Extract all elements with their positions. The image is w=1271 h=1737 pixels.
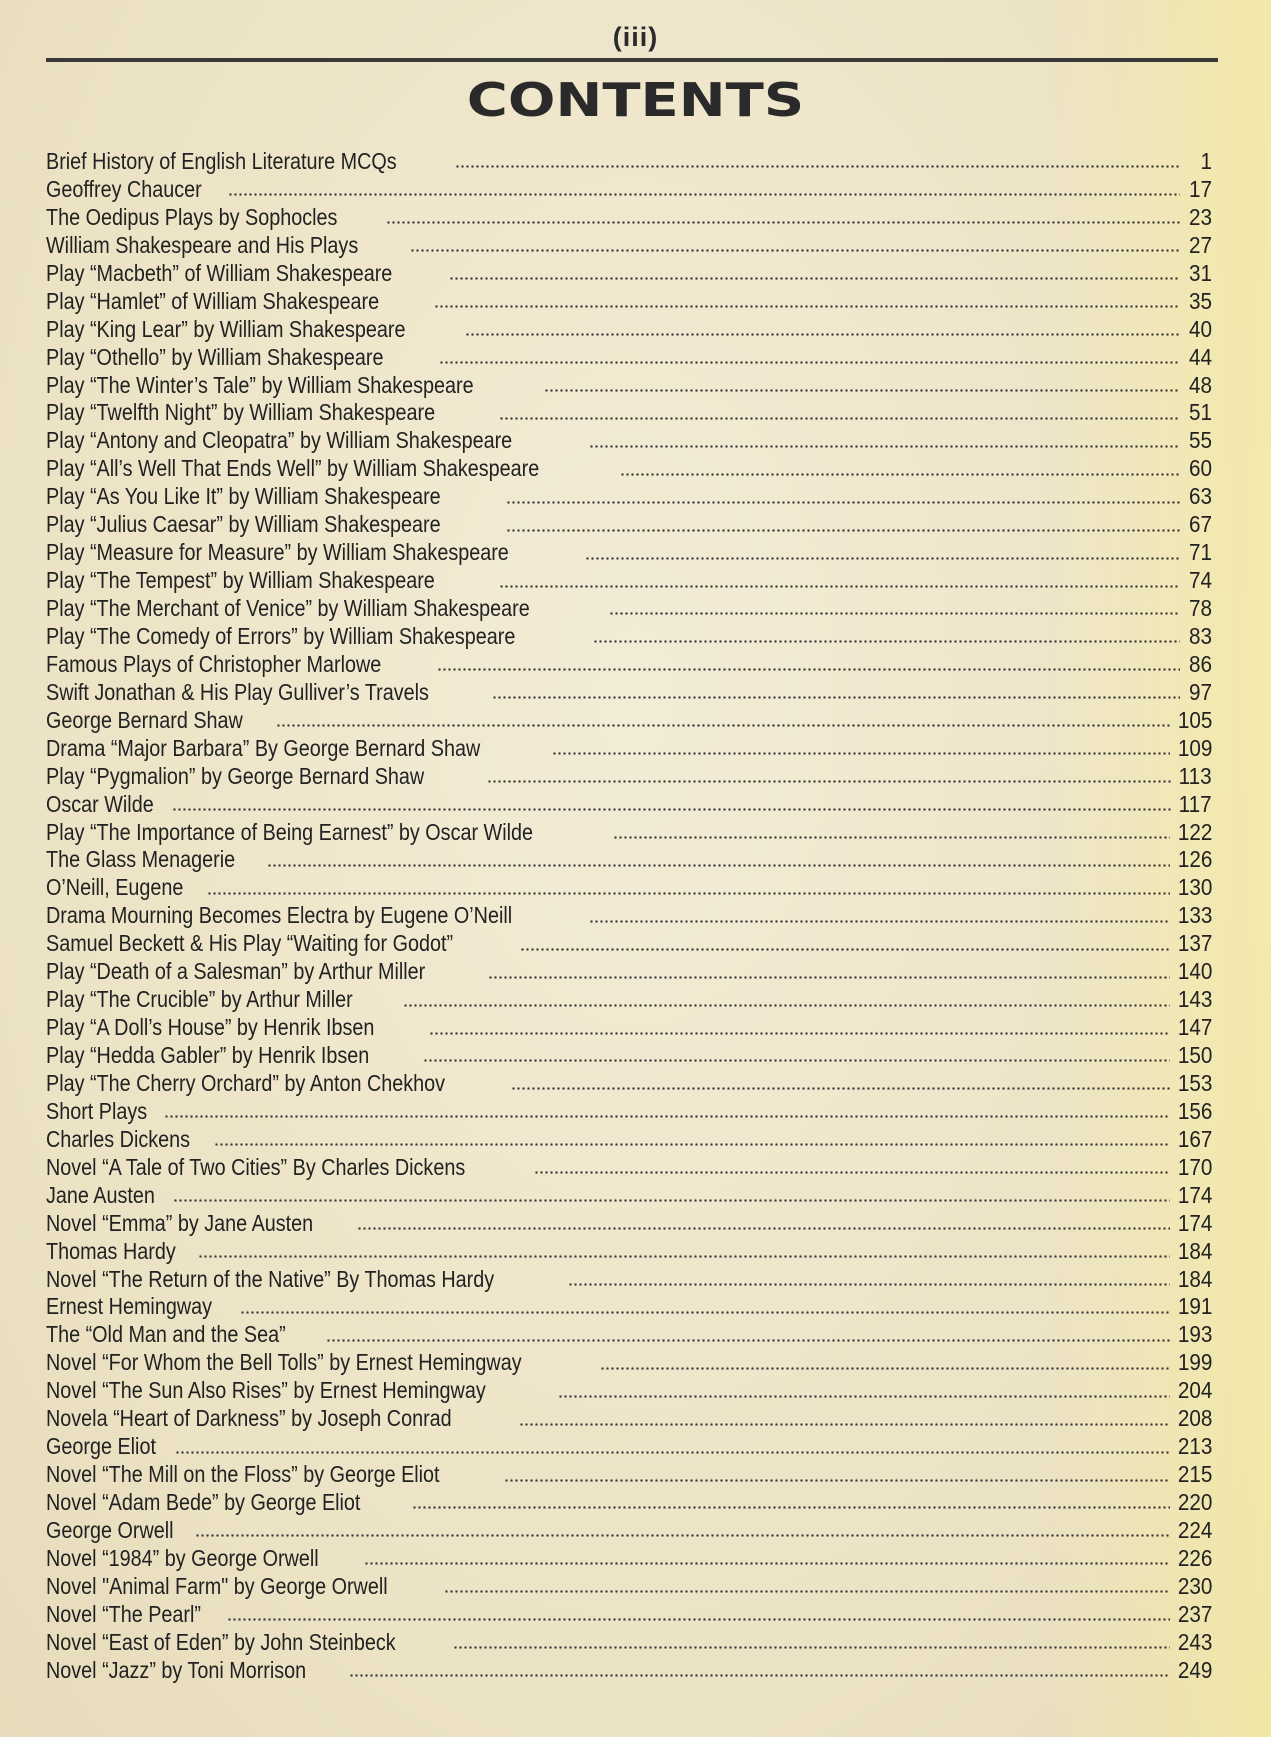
toc-entry-page-number: 249 <box>1177 1656 1212 1683</box>
toc-entry <box>46 316 1212 344</box>
toc-dot-leader <box>175 1449 1170 1455</box>
toc-entry-title: Swift Jonathan & His Play Gulliver’s Travels <box>46 678 429 705</box>
toc-entry-page-number: 213 <box>1177 1433 1212 1460</box>
toc-entry <box>46 1349 1212 1377</box>
toc-entry <box>46 1266 1212 1294</box>
toc-entry-page-number: 150 <box>1177 1042 1212 1068</box>
toc-entry-page-number: 230 <box>1177 1572 1212 1599</box>
toc-entry-page-number: 67 <box>1188 511 1212 538</box>
toc-entry-page-number: 74 <box>1188 567 1212 594</box>
toc-dot-leader <box>403 1002 1169 1008</box>
toc-dot-leader <box>164 1114 1169 1120</box>
toc-entry-page-number: 97 <box>1188 678 1212 705</box>
toc-entry-title: Play “The Merchant of Venice” by William Shakespeare <box>46 595 530 621</box>
toc-entry-page-number: 156 <box>1177 1097 1212 1124</box>
toc-entry-page-number: 109 <box>1177 734 1212 761</box>
toc-entry <box>46 651 1212 679</box>
toc-entry <box>46 623 1212 651</box>
toc-entry-title: Samuel Beckett & His Play “Waiting for Godot” <box>46 930 454 957</box>
toc-dot-leader <box>492 695 1180 701</box>
toc-entry <box>46 986 1212 1014</box>
toc-entry-title: Brief History of English Literature MCQs <box>46 148 397 174</box>
toc-entry-title: Novel “1984” by George Orwell <box>46 1544 319 1571</box>
toc-entry <box>46 511 1212 539</box>
toc-entry-page-number: 199 <box>1177 1349 1212 1376</box>
toc-dot-leader <box>214 1142 1169 1148</box>
toc-entry-page-number: 220 <box>1177 1489 1212 1515</box>
toc-dot-leader <box>552 751 1170 757</box>
toc-dot-leader <box>585 555 1180 561</box>
toc-entry <box>46 1126 1212 1154</box>
toc-entry <box>46 874 1212 902</box>
toc-entry <box>46 1377 1212 1405</box>
toc-entry-page-number: 1 <box>1200 148 1212 174</box>
toc-dot-leader <box>609 611 1180 617</box>
toc-entry <box>46 1293 1212 1321</box>
toc-dot-leader <box>519 1421 1170 1427</box>
toc-entry <box>46 1657 1212 1685</box>
toc-entry-title: Novela “Heart of Darkness” by Joseph Conrad <box>46 1405 452 1432</box>
toc-entry-title: Play “The Importance of Being Earnest” by Oscar Wilde <box>46 818 534 845</box>
toc-entry-page-number: 174 <box>1177 1209 1212 1236</box>
toc-dot-leader <box>423 1058 1170 1064</box>
toc-dot-leader <box>453 1645 1169 1651</box>
toc-entry <box>46 1573 1212 1601</box>
toc-dot-leader <box>386 220 1180 226</box>
toc-entry-title: Novel “Jazz” by Toni Morrison <box>46 1656 307 1683</box>
toc-entry <box>46 232 1212 260</box>
toc-entry-title: Charles Dickens <box>46 1125 191 1152</box>
toc-dot-leader <box>593 639 1180 645</box>
toc-entry-title: The Oedipus Plays by Sophocles <box>46 203 338 230</box>
toc-dot-leader <box>357 1226 1169 1232</box>
toc-dot-leader <box>410 248 1180 254</box>
toc-dot-leader <box>240 1309 1170 1315</box>
toc-entry-page-number: 167 <box>1177 1125 1212 1152</box>
toc-entry-page-number: 133 <box>1177 902 1212 929</box>
toc-entry-page-number: 184 <box>1177 1265 1212 1292</box>
toc-entry <box>46 288 1212 316</box>
toc-dot-leader <box>544 387 1180 393</box>
toc-entry-page-number: 193 <box>1177 1321 1212 1348</box>
toc-entry-page-number: 147 <box>1177 1014 1212 1041</box>
toc-entry-title: The Glass Menagerie <box>46 846 236 873</box>
toc-dot-leader <box>504 1477 1169 1483</box>
toc-dot-leader <box>429 1030 1170 1036</box>
toc-entry-page-number: 122 <box>1177 818 1212 845</box>
toc-entry-title: George Orwell <box>46 1516 174 1543</box>
toc-dot-leader <box>506 527 1180 533</box>
toc-entry <box>46 1321 1212 1349</box>
toc-entry-title: Short Plays <box>46 1097 148 1124</box>
toc-entry-page-number: 105 <box>1177 706 1212 733</box>
toc-entry <box>46 1042 1212 1070</box>
toc-entry-title: Play “The Comedy of Errors” by William Shakespeare <box>46 622 516 649</box>
toc-entry-title: Thomas Hardy <box>46 1237 176 1264</box>
toc-dot-leader <box>511 1086 1170 1092</box>
toc-dot-leader <box>589 443 1180 449</box>
toc-dot-leader <box>276 723 1170 729</box>
toc-entry-title: Play “A Doll’s House” by Henrik Ibsen <box>46 1014 375 1041</box>
toc-entry <box>46 176 1212 204</box>
toc-entry-title: Jane Austen <box>46 1181 155 1208</box>
toc-dot-leader <box>499 583 1180 589</box>
toc-entry-page-number: 17 <box>1188 175 1212 202</box>
toc-dot-leader <box>499 415 1180 421</box>
toc-entry-title: Play “Julius Caesar” by William Shakespeare <box>46 511 441 538</box>
toc-dot-leader <box>534 1170 1169 1176</box>
toc-entry-title: The “Old Man and the Sea” <box>46 1321 286 1348</box>
toc-entry <box>46 455 1212 483</box>
toc-entry <box>46 595 1212 623</box>
toc-entry <box>46 791 1212 819</box>
toc-entry-title: O’Neill, Eugene <box>46 874 184 901</box>
toc-entry-title: Play “Hedda Gabler” by Henrik Ibsen <box>46 1042 370 1068</box>
toc-entry-title: George Eliot <box>46 1433 156 1460</box>
toc-entry <box>46 902 1212 930</box>
toc-dot-leader <box>195 1533 1170 1539</box>
toc-entry-page-number: 113 <box>1178 762 1212 789</box>
toc-entry-title: Novel “Adam Bede” by George Eliot <box>46 1489 361 1515</box>
toc-entry-title: Play “As You Like It” by William Shakespeare <box>46 483 441 510</box>
toc-entry <box>46 763 1212 791</box>
toc-entry-title: Geoffrey Chaucer <box>46 175 202 202</box>
toc-entry-page-number: 31 <box>1188 259 1212 286</box>
toc-entry-page-number: 27 <box>1188 231 1212 258</box>
table-of-contents <box>46 148 1212 1685</box>
toc-entry-page-number: 44 <box>1188 343 1212 370</box>
toc-entry-title: Play “The Winter’s Tale” by William Shakespeare <box>46 371 474 398</box>
toc-entry <box>46 958 1212 986</box>
toc-entry <box>46 1489 1212 1517</box>
toc-entry-page-number: 143 <box>1177 986 1212 1013</box>
toc-dot-leader <box>364 1561 1170 1567</box>
toc-entry <box>46 372 1212 400</box>
toc-entry <box>46 1098 1212 1126</box>
toc-entry <box>46 567 1212 595</box>
toc-entry <box>46 1238 1212 1266</box>
toc-entry-title: Play “Death of a Salesman” by Arthur Miller <box>46 958 426 985</box>
toc-entry-page-number: 153 <box>1177 1069 1212 1096</box>
toc-dot-leader <box>558 1393 1170 1399</box>
toc-entry-title: Play “Pygmalion” by George Bernard Shaw <box>46 762 425 789</box>
toc-entry-title: Play “Twelfth Night” by William Shakespeare <box>46 399 436 426</box>
toc-entry <box>46 846 1212 874</box>
toc-entry-title: Drama “Major Barbara” By George Bernard Shaw <box>46 734 481 761</box>
toc-entry-page-number: 226 <box>1177 1544 1212 1571</box>
toc-entry <box>46 399 1212 427</box>
toc-entry <box>46 204 1212 232</box>
toc-entry-page-number: 55 <box>1188 427 1212 454</box>
toc-entry-page-number: 71 <box>1188 539 1212 566</box>
toc-entry <box>46 1405 1212 1433</box>
toc-entry-title: Novel “The Pearl” <box>46 1600 202 1627</box>
toc-dot-leader <box>444 1589 1170 1595</box>
toc-dot-leader <box>326 1337 1170 1343</box>
toc-entry <box>46 1210 1212 1238</box>
toc-entry-page-number: 208 <box>1177 1405 1212 1432</box>
toc-dot-leader <box>487 779 1172 785</box>
toc-entry-title: Play “King Lear” by William Shakespeare <box>46 315 406 342</box>
toc-entry-title: Play “Antony and Cleopatra” by William Shakespeare <box>46 427 513 454</box>
toc-entry-page-number: 51 <box>1188 399 1212 426</box>
toc-entry-title: Novel “Emma” by Jane Austen <box>46 1209 314 1236</box>
toc-dot-leader <box>437 667 1180 673</box>
toc-entry-title: Novel "Animal Farm" by George Orwell <box>46 1572 388 1599</box>
toc-dot-leader <box>465 332 1180 338</box>
toc-entry-page-number: 215 <box>1177 1461 1212 1488</box>
toc-entry <box>46 679 1212 707</box>
toc-dot-leader <box>227 1617 1170 1623</box>
toc-entry-title: Ernest Hemingway <box>46 1293 213 1320</box>
toc-dot-leader <box>412 1505 1169 1511</box>
toc-dot-leader <box>506 499 1180 505</box>
toc-entry-title: Play “Hamlet” of William Shakespeare <box>46 287 380 314</box>
header-rule <box>46 58 1218 62</box>
toc-dot-leader <box>228 192 1180 198</box>
toc-entry-page-number: 40 <box>1188 315 1212 342</box>
toc-entry-title: Play “The Tempest” by William Shakespeare <box>46 567 435 594</box>
toc-entry <box>46 1545 1212 1573</box>
toc-entry <box>46 707 1212 735</box>
toc-entry <box>46 819 1212 847</box>
toc-entry-page-number: 35 <box>1188 287 1212 314</box>
toc-dot-leader <box>613 834 1170 840</box>
toc-dot-leader <box>267 862 1170 868</box>
toc-dot-leader <box>349 1673 1169 1679</box>
toc-entry-page-number: 191 <box>1177 1293 1212 1320</box>
toc-entry <box>46 344 1212 372</box>
toc-dot-leader <box>589 918 1170 924</box>
toc-entry <box>46 930 1212 958</box>
toc-entry-page-number: 60 <box>1188 455 1212 482</box>
toc-entry-title: Novel “A Tale of Two Cities” By Charles Dickens <box>46 1153 466 1180</box>
toc-entry-page-number: 184 <box>1177 1237 1212 1264</box>
toc-entry-title: Novel “The Mill on the Floss” by George Eliot <box>46 1461 440 1488</box>
toc-dot-leader <box>568 1281 1170 1287</box>
toc-entry-title: Play “Measure for Measure” by William Shakespeare <box>46 539 509 566</box>
toc-entry-page-number: 137 <box>1177 930 1212 957</box>
toc-dot-leader <box>620 471 1180 477</box>
toc-entry-page-number: 23 <box>1188 203 1212 230</box>
toc-entry <box>46 539 1212 567</box>
toc-entry <box>46 1154 1212 1182</box>
toc-entry <box>46 1629 1212 1657</box>
toc-entry <box>46 483 1212 511</box>
toc-entry <box>46 735 1212 763</box>
toc-dot-leader <box>520 946 1169 952</box>
toc-entry-page-number: 237 <box>1177 1600 1212 1627</box>
toc-entry-page-number: 78 <box>1188 595 1212 621</box>
toc-entry <box>46 1433 1212 1461</box>
toc-entry-page-number: 174 <box>1177 1181 1212 1208</box>
toc-entry-page-number: 117 <box>1178 790 1212 817</box>
toc-entry-title: Novel “East of Eden” by John Steinbeck <box>46 1628 396 1655</box>
toc-entry-title: Famous Plays of Christopher Marlowe <box>46 650 382 677</box>
toc-entry <box>46 1014 1212 1042</box>
toc-dot-leader <box>455 164 1180 170</box>
toc-entry-page-number: 170 <box>1177 1153 1212 1180</box>
toc-entry <box>46 1070 1212 1098</box>
toc-entry-title: Play “The Cherry Orchard” by Anton Chekhov <box>46 1069 446 1096</box>
toc-entry-page-number: 243 <box>1177 1628 1212 1655</box>
toc-dot-leader <box>434 304 1180 310</box>
page-number: (iii) <box>612 22 659 52</box>
toc-entry-title: Play “Othello” by William Shakespeare <box>46 343 384 370</box>
toc-entry-page-number: 83 <box>1188 622 1212 649</box>
toc-entry-title: Novel “The Return of the Native” By Thomas Hardy <box>46 1265 495 1292</box>
toc-dot-leader <box>439 360 1180 366</box>
toc-entry-title: Play “The Crucible” by Arthur Miller <box>46 986 353 1013</box>
toc-entry <box>46 1601 1212 1629</box>
toc-entry-page-number: 48 <box>1188 371 1212 398</box>
toc-dot-leader <box>172 807 1171 813</box>
toc-entry-title: William Shakespeare and His Plays <box>46 231 359 258</box>
toc-entry-title: Novel “For Whom the Bell Tolls” by Ernest Hemingway <box>46 1349 522 1376</box>
toc-entry <box>46 148 1212 176</box>
toc-dot-leader <box>173 1198 1169 1204</box>
toc-entry-title: Play “Macbeth” of William Shakespeare <box>46 259 393 286</box>
toc-entry-page-number: 86 <box>1188 650 1212 677</box>
toc-entry-page-number: 140 <box>1177 958 1212 985</box>
toc-entry-page-number: 126 <box>1177 846 1212 873</box>
toc-entry-page-number: 204 <box>1177 1377 1212 1404</box>
toc-dot-leader <box>600 1365 1170 1371</box>
toc-entry <box>46 1517 1212 1545</box>
toc-entry-page-number: 63 <box>1188 483 1212 510</box>
toc-dot-leader <box>449 276 1180 282</box>
toc-dot-leader <box>207 890 1170 896</box>
toc-entry-title: Drama Mourning Becomes Electra by Eugene O’Neill <box>46 902 513 929</box>
toc-entry <box>46 260 1212 288</box>
toc-entry-title: Oscar Wilde <box>46 790 154 817</box>
toc-dot-leader <box>198 1254 1170 1260</box>
toc-entry-title: George Bernard Shaw <box>46 706 243 733</box>
toc-entry <box>46 427 1212 455</box>
toc-entry-title: Novel “The Sun Also Rises” by Ernest Hemingway <box>46 1377 486 1404</box>
toc-entry <box>46 1182 1212 1210</box>
toc-dot-leader <box>488 974 1170 980</box>
toc-entry <box>46 1461 1212 1489</box>
page-title: CONTENTS <box>466 74 805 128</box>
toc-entry-page-number: 224 <box>1177 1516 1212 1543</box>
toc-entry-page-number: 130 <box>1177 874 1212 901</box>
toc-entry-title: Play “All’s Well That Ends Well” by William Shakespeare <box>46 455 540 482</box>
